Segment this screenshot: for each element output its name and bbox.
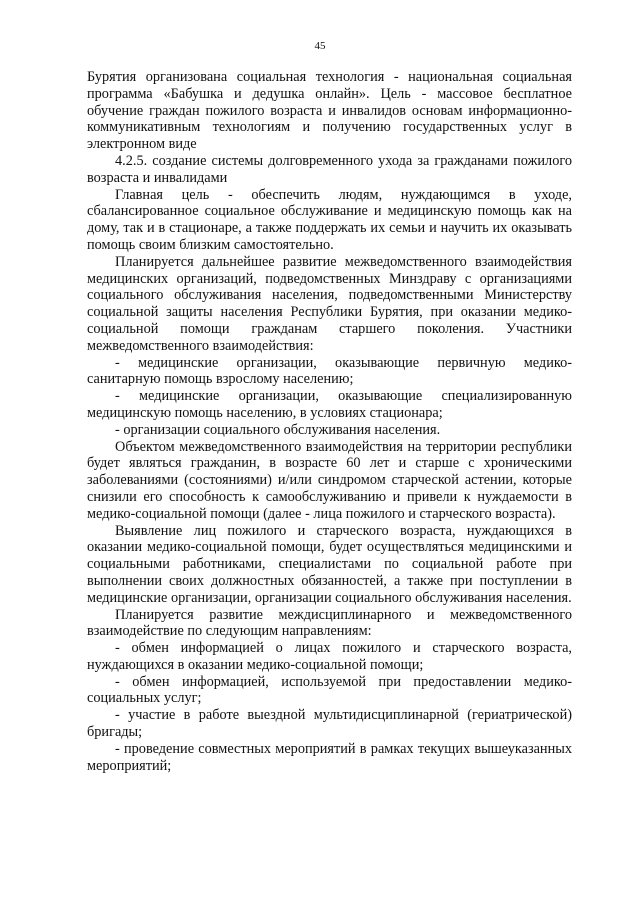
list-item: - проведение совместных мероприятий в рамках текущих вышеуказанных мероприятий; bbox=[87, 740, 572, 774]
paragraph: Главная цель - обеспечить людям, нуждающимся в уходе, сбалансированное социальное обслуживание и медицинскую помощь как на дому, так и в стационаре, а также поддержать их семьи и научить их оказывать помощь своим близким самостоятельно. bbox=[87, 186, 572, 253]
list-item: - медицинские организации, оказывающие специализированную медицинскую помощь населению, в условиях стационара; bbox=[87, 388, 572, 421]
list-item: - обмен информацией о лицах пожилого и старческого возраста, нуждающихся в оказании медико-социальной помощи; bbox=[87, 640, 572, 673]
paragraph: 4.2.5. создание системы долговременного ухода за гражданами пожилого возраста и инвалидами bbox=[87, 152, 572, 186]
list-item: - обмен информацией, используемой при предоставлении медико-социальных услуг; bbox=[87, 673, 572, 707]
document-body bbox=[87, 69, 572, 774]
page-number: 45 bbox=[314, 40, 326, 52]
list-item: - участие в работе выездной мультидисциплинарной (гериатрической) бригады; bbox=[87, 707, 572, 741]
paragraph: Объектом межведомственного взаимодействия на территории республики будет являться гражданин, в возрасте 60 лет и старше с хроническими заболеваниями (состояниями) и/или синдромом старческой астении, которые снизили его способность к самообслуживанию и привели к нуждаемости в медико-социальной помощи (далее - лица пожилого и старческого возраста). bbox=[87, 438, 572, 522]
paragraph: Выявление лиц пожилого и старческого возраста, нуждающихся в оказании медико-социальной помощи, будет осуществляться медицинскими и социальными работниками, специалистами по социальной работе при выполнении своих должностных обязанностей, а также при поступлении в медицинские организации, организации социального обслуживания населения. bbox=[87, 522, 572, 606]
paragraph: Бурятия организована социальная технология - национальная социальная программа «Бабушка и дедушка онлайн». Цель - массовое бесплатное обучение граждан пожилого возраста и инвалидов основам информационно-коммуникативным технологиям и получению государственных услуг в электронном виде bbox=[87, 69, 572, 153]
list-item: - организации социального обслуживания населения. bbox=[115, 421, 441, 438]
paragraph: Планируется дальнейшее развитие межведомственного взаимодействия медицинских организаций, подведомственных Минздраву с организациями социального обслуживания населения, подведомственными Министерству социальной защиты населения Республики Бурятия, при оказании медико-социальной помощи гражданам старшего поколения. Участники межведомственного взаимодействия: bbox=[87, 253, 572, 354]
list-item: - медицинские организации, оказывающие первичную медико-санитарную помощь взрослому населению; bbox=[87, 354, 572, 388]
paragraph: Планируется развитие междисциплинарного и межведомственного взаимодействие по следующим направлениям: bbox=[87, 606, 572, 640]
